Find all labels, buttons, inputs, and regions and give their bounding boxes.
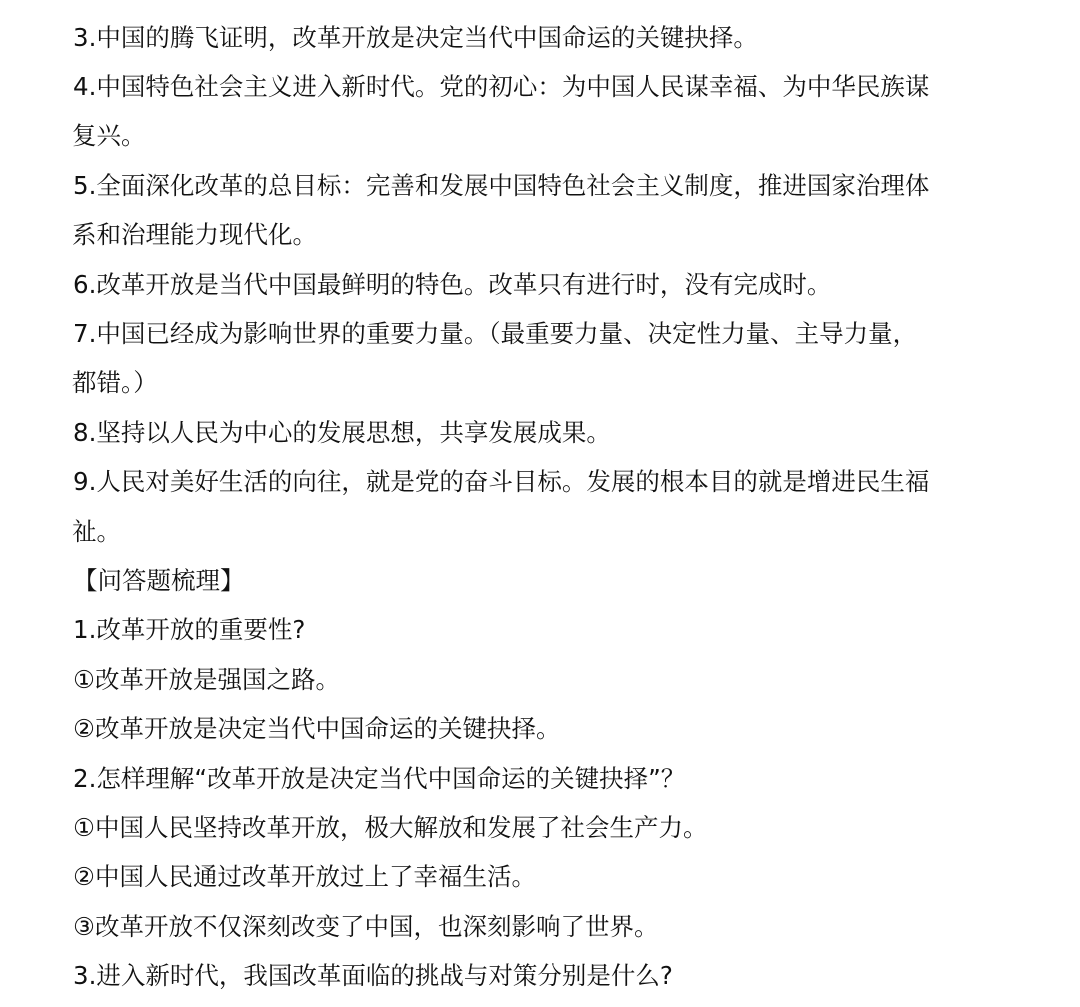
text-line: 9.人民对美好生活的向往，就是党的奋斗目标。发展的根本目的就是增进民生福: [73, 467, 930, 496]
text-line: 祉。: [72, 517, 121, 546]
answer-line: ①中国人民坚持改革开放，极大解放和发展了社会生产力。: [73, 813, 708, 842]
text-line: 复兴。: [72, 121, 146, 150]
text-line: 6.改革开放是当代中国最鲜明的特色。改革只有进行时，没有完成时。: [73, 270, 832, 299]
answer-line: ②改革开放是决定当代中国命运的关键抉择。: [73, 714, 561, 743]
section-heading: 【问答题梳理】: [73, 566, 245, 595]
answer-line: ③改革开放不仅深刻改变了中国，也深刻影响了世界。: [73, 912, 659, 941]
text-line: 都错。）: [72, 368, 158, 397]
answer-line: ②中国人民通过改革开放过上了幸福生活。: [73, 862, 536, 891]
question-line: 3.进入新时代，我国改革面临的挑战与对策分别是什么?: [73, 961, 673, 990]
text-line: 7.中国已经成为影响世界的重要力量。（最重要力量、决定性力量、主导力量，: [73, 319, 918, 348]
question-line: 2.怎样理解“改革开放是决定当代中国命运的关键抉择”？: [73, 764, 686, 793]
answer-line: ①改革开放是强国之路。: [73, 665, 340, 694]
text-line: 8.坚持以人民为中心的发展思想，共享发展成果。: [73, 418, 611, 447]
text-line: 5.全面深化改革的总目标：完善和发展中国特色社会主义制度，推进国家治理体: [73, 171, 930, 200]
text-line: 系和治理能力现代化。: [72, 220, 317, 249]
question-line: 1.改革开放的重要性?: [73, 615, 306, 644]
text-line: 3.中国的腾飞证明，改革开放是决定当代中国命运的关键抉择。: [73, 23, 758, 52]
text-line: 4.中国特色社会主义进入新时代。党的初心：为中国人民谋幸福、为中华民族谋: [73, 72, 930, 101]
